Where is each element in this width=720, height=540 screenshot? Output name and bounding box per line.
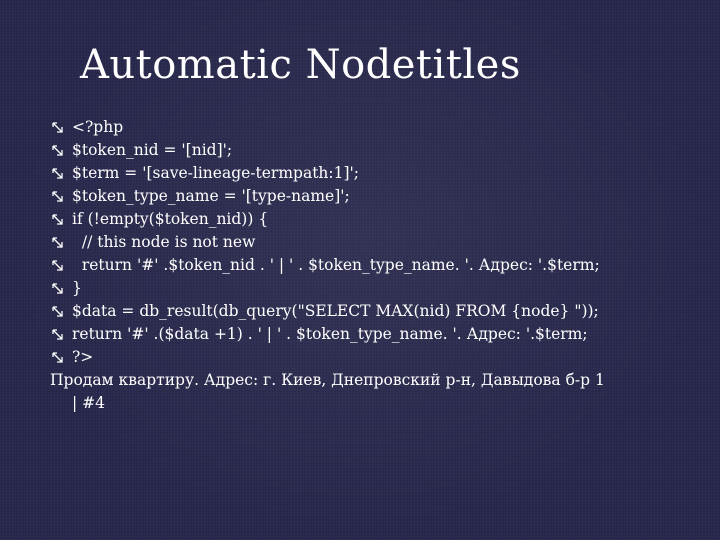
arrow-bullet-icon bbox=[51, 305, 64, 318]
arrow-bullet-icon bbox=[51, 190, 64, 203]
code-line bbox=[46, 116, 706, 139]
footer-line-continuation: | #4 bbox=[72, 394, 105, 412]
slide-title: Automatic Nodetitles bbox=[80, 42, 521, 88]
code-line bbox=[46, 300, 706, 323]
arrow-bullet-icon bbox=[51, 213, 64, 226]
arrow-bullet-icon bbox=[51, 282, 64, 295]
footer-line: Продам квартиру. Адрес: г. Киев, Днепровский р-н, Давыдова б-р 1 bbox=[50, 371, 605, 389]
code-line-text: $token_type_name = '[type-name]'; bbox=[72, 187, 350, 205]
code-list bbox=[46, 116, 706, 415]
code-line bbox=[46, 139, 706, 162]
arrow-bullet-icon bbox=[51, 167, 64, 180]
code-line-text: } bbox=[72, 279, 82, 297]
code-line bbox=[46, 346, 706, 369]
arrow-bullet-icon bbox=[51, 328, 64, 341]
code-line-text: $data = db_result(db_query("SELECT MAX(nid) FROM {node} ")); bbox=[72, 302, 599, 320]
code-line bbox=[46, 231, 706, 254]
code-line-text: $token_nid = '[nid]'; bbox=[72, 141, 233, 159]
code-line bbox=[46, 162, 706, 185]
code-line bbox=[46, 277, 706, 300]
arrow-bullet-icon bbox=[51, 121, 64, 134]
code-line-text: <?php bbox=[72, 118, 124, 136]
code-line bbox=[46, 323, 706, 346]
code-line bbox=[46, 185, 706, 208]
arrow-bullet-icon bbox=[51, 259, 64, 272]
arrow-bullet-icon bbox=[51, 351, 64, 364]
arrow-bullet-icon bbox=[51, 144, 64, 157]
code-line-text: $term = '[save-lineage-termpath:1]'; bbox=[72, 164, 360, 182]
code-line-text: return '#' .($data +1) . ' | ' . $token_type_name. '. Адрес: '.$term; bbox=[72, 325, 588, 343]
code-line-text: if (!empty($token_nid)) { bbox=[72, 210, 269, 228]
code-line bbox=[46, 254, 706, 277]
code-line-text: // this node is not new bbox=[72, 233, 256, 251]
code-line-text: return '#' .$token_nid . ' | ' . $token_type_name. '. Адрес: '.$term; bbox=[72, 256, 600, 274]
arrow-bullet-icon bbox=[51, 236, 64, 249]
code-line bbox=[46, 208, 706, 231]
code-line-text: ?> bbox=[72, 348, 94, 366]
